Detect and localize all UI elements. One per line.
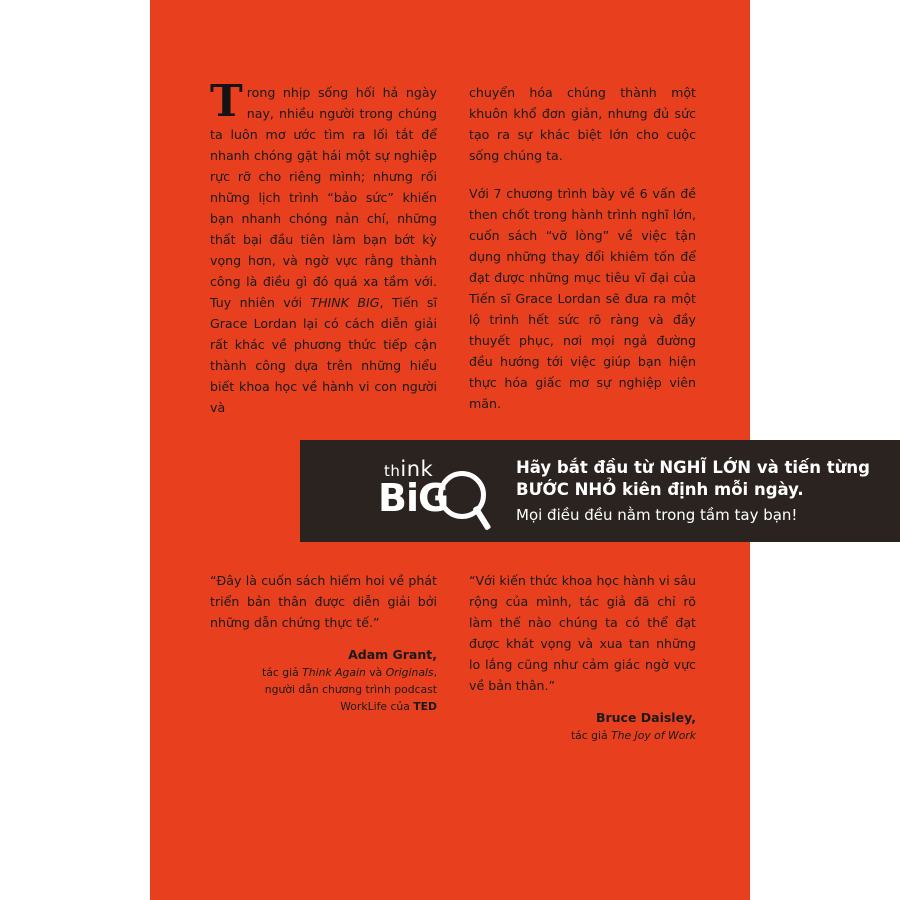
quote-text: “Đây là cuốn sách hiếm hoi về phát triển bản thân được diễn giải bởi những dẫn chứng thực tế.” xyxy=(210,573,437,630)
magnifier-handle-icon xyxy=(472,505,491,530)
endorsement-quotes xyxy=(210,570,697,744)
quote-author-role-line-1 xyxy=(469,727,696,744)
logo-think-prefix: th xyxy=(384,462,401,480)
quote-block xyxy=(469,570,696,744)
quote-author-role-line-3 xyxy=(210,698,437,715)
quote-attribution xyxy=(469,709,696,744)
tagline-band xyxy=(300,440,900,542)
role-italic-1: Think Again xyxy=(302,666,366,679)
body-column-right xyxy=(469,82,696,418)
cover-background xyxy=(150,0,870,900)
role-line3-bold: TED xyxy=(413,700,437,713)
role-line3-pre: WorkLife của xyxy=(340,700,414,713)
role-pre: tác giả xyxy=(570,729,612,742)
tagline-line-2: BƯỚC NHỎ kiên định mỗi ngày. xyxy=(516,479,804,499)
body-paragraph-left-tail: , Tiến sĩ Grace Lordan lại có cách diễn giải rất khác về phương thức tiếp cận thành công dựa trên những hiểu biết khoa học về hành vi con người và xyxy=(210,295,437,415)
logo-big-text: BiG xyxy=(378,476,449,520)
role-post: , xyxy=(433,666,437,679)
role-italic-2: Originals xyxy=(385,666,434,679)
body-paragraph-left-text: rong nhịp sống hối hả ngày nay, nhiều người trong chúng ta luôn mơ ước tìm ra lối tắt để nhanh chóng gặt hái một sự nghiệp rực rỡ cho riêng mình; nhưng rối những lịch trình “bảo sức” khiến bạn nhanh chóng nản chí, những thất bại đầu tiên làm bạn bớt kỳ vọng hơn, và ngờ vực rằng thành công là điều gì đó quá xa tầm với. Tuy nhiên với xyxy=(210,85,437,310)
tagline-line-3: Mọi điều đều nằm trong tầm tay bạn! xyxy=(516,505,798,524)
role-italic-1: The Joy of Work xyxy=(611,729,696,742)
role-pre: tác giả xyxy=(262,666,303,679)
body-paragraph-right-1: chuyển hóa chúng thành một khuôn khổ đơn giản, nhưng đủ sức tạo ra sự khác biệt lớn cho cuộc sống chúng ta. xyxy=(469,85,696,163)
quote-author-name: Bruce Daisley, xyxy=(595,710,696,725)
body-column-left xyxy=(210,76,437,418)
book-title-italic: THINK BIG xyxy=(310,295,380,310)
quote-author-role-line-2: người dẫn chương trình podcast xyxy=(264,683,437,696)
body-text-columns xyxy=(210,76,697,418)
tagline-block xyxy=(516,457,870,526)
quote-author-name: Adam Grant, xyxy=(348,647,437,662)
drop-cap: T xyxy=(210,76,243,127)
tagline-line-1: Hãy bắt đầu từ NGHĨ LỚN và tiến từng xyxy=(516,457,870,477)
role-mid: và xyxy=(365,666,386,679)
body-paragraph-left xyxy=(210,76,437,418)
quote-author-role-line-1 xyxy=(210,664,437,681)
logo-think-suffix: ink xyxy=(400,457,434,481)
think-big-logo xyxy=(374,445,494,537)
body-paragraph-right-2: Với 7 chương trình bày về 6 vấn đề then chốt trong hành trình nghĩ lớn, cuốn sách “vỡ lòng” về việc tận dụng những thay đổi khiêm tốn để đạt được những mục tiêu vĩ đại của Tiến sĩ Grace Lordan sẽ đưa ra một lộ trình hết sức rõ ràng và đầy thuyết phục, nơi mọi ngả đường đều hướng tới việc giúp bạn hiện thực hóa giấc mơ sự nghiệp viên mãn. xyxy=(469,186,696,411)
quote-block xyxy=(210,570,437,744)
quote-text: “Với kiến thức khoa học hành vi sâu rộng của mình, tác giả đã chỉ rõ làm thế nào chúng ta có thể đạt được khát vọng và xua tan những lo lắng cũng như cảm giác ngờ vực về bản thân.” xyxy=(469,573,696,693)
quote-attribution xyxy=(210,646,437,715)
